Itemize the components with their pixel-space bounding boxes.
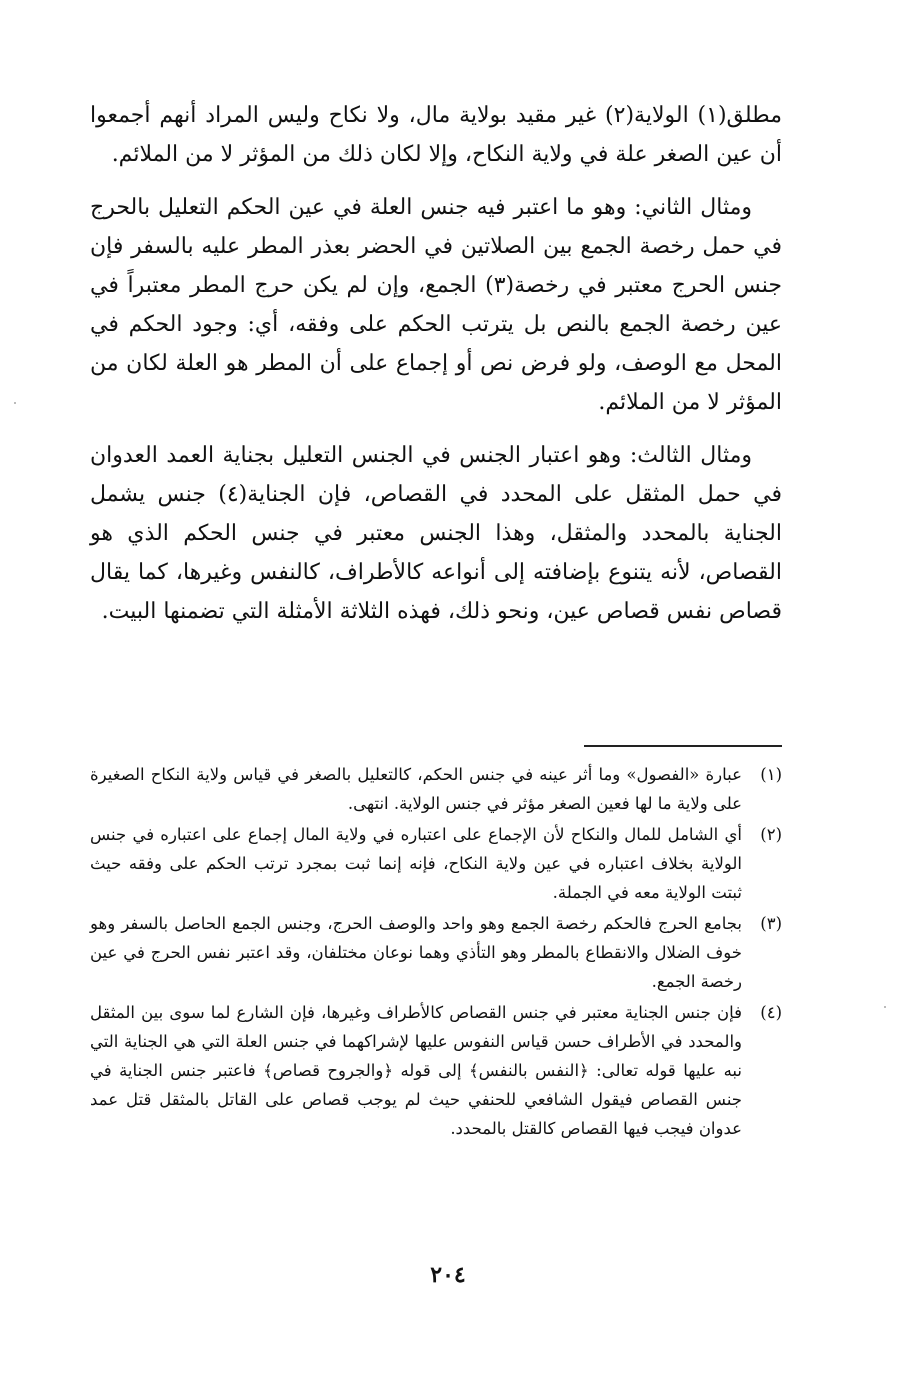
paragraph-3: ومثال الثالث: وهو اعتبار الجنس في الجنس التعليل بجناية العمد العدوان في حمل المثقل على المحدد في القصاص، فإن الجناية(٤) جنس يشمل الجناية بالمحدد والمثقل، وهذا الجنس معتبر في جنس الحكم الذي هو القصاص، لأنه يتنوع بإضافته إلى أنواعه كالأطراف، كالنفس وغيرها، كما يقال قصاص نفس قصاص عين، ونحو ذلك، فهذه الثلاثة الأمثلة التي تضمنها البيت. (90, 443, 782, 624)
footnote-number: (١) (760, 765, 782, 784)
footnote (90, 909, 782, 996)
footnote-text: أي الشامل للمال والنكاح لأن الإجماع على اعتباره في ولاية المال إجماع على اعتباره في جنس الولاية بخلاف اعتباره في عين ولاية النكاح، فإنه إنما ثبت بمجرد ترتب الحكم على وفقه حيث ثبتت الولاية معه في الجملة. (90, 825, 742, 902)
footnote-number: (٣) (760, 914, 782, 933)
footnote-text: بجامع الحرج فالحكم رخصة الجمع وهو واحد والوصف الحرج، وجنس الجمع الحاصل بالسفر وهو خوف الضلال والانقطاع بالمطر وهو التأذي وهما نوعان مختلفان، وقد اعتبر نفس الحرج في عين رخصة الجمع. (90, 914, 742, 991)
paragraph-1: مطلق(١) الولاية(٢) غير مقيد بولاية مال، ولا نكاح وليس المراد أنهم أجمعوا أن عين الصغر علة في ولاية النكاح، وإلا لكان ذلك من المؤثر لا من الملائم. (90, 103, 783, 167)
footnote-separator (584, 745, 782, 747)
footnote-text: فإن جنس الجناية معتبر في جنس القصاص كالأطراف وغيرها، فإن الشارع لما سوى بين المثقل والمحدد في الأطراف حسن قياس النفوس عليها لإشراكهما في جنس العلة التي هي الجناية التي نبه عليها قوله تعالى: ﴿النفس بالنفس﴾ إلى قوله ﴿والجروح قصاص﴾ فاعتبر جنس الجناية في جنس القصاص فيقول الشافعي للحنفي حيث لم يوجب قصاص على القاتل بالمثقل قتل عمد عدوان فيجب فيها القصاص كالقتل بالمحدد. (90, 1003, 742, 1138)
footnotes (90, 760, 782, 1145)
footnote-text: عبارة «الفصول» وما أثر عينه في جنس الحكم، كالتعليل بالصغر في قياس ولاية النكاح الصغيرة على ولاية ما لها فعين الصغر مؤثر في جنس الولاية. انتهى. (90, 765, 742, 813)
footnote (90, 998, 782, 1143)
scan-speck (884, 1006, 886, 1008)
main-text (90, 96, 782, 645)
scan-speck (14, 402, 16, 404)
paragraph-2: ومثال الثاني: وهو ما اعتبر فيه جنس العلة في عين الحكم التعليل بالحرج في حمل رخصة الجمع بين الصلاتين في الحضر بعذر المطر عليه بالسفر فإن جنس الحرج معتبر في رخصة(٣) الجمع، وإن لم يكن حرج المطر معتبراً في عين رخصة الجمع بالنص بل يترتب الحكم على وفقه، أي: وجود الحكم في المحل مع الوصف، ولو فرض نص أو إجماع على أن المطر هو العلة لكان من المؤثر لا من الملائم. (90, 195, 782, 415)
footnote-number: (٤) (760, 1003, 782, 1022)
page-number: ٢٠٤ (430, 1262, 466, 1288)
footnote-number: (٢) (760, 825, 782, 844)
footnote (90, 820, 782, 907)
footnote (90, 760, 782, 818)
